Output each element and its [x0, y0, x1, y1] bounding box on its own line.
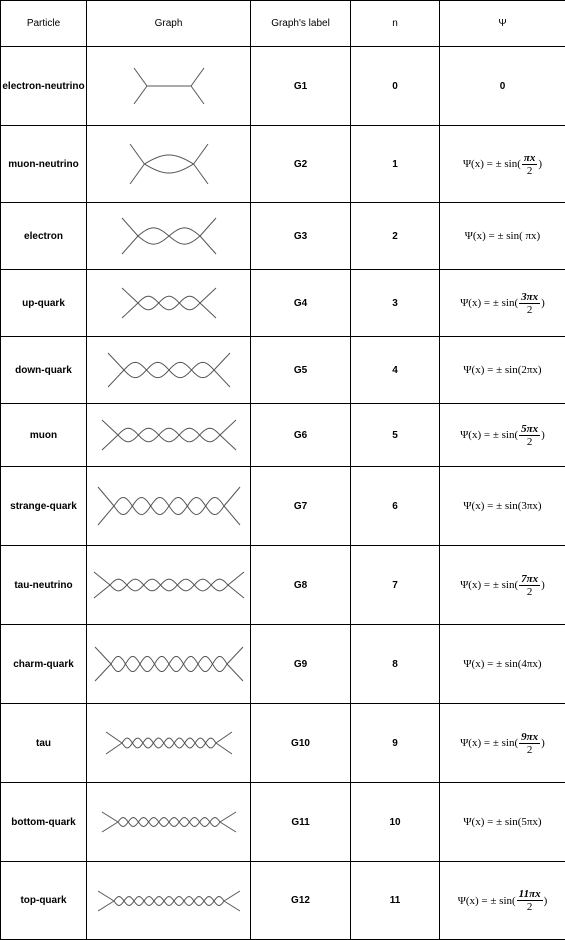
graph-leg — [102, 435, 118, 450]
graph-cell — [87, 546, 251, 625]
psi-numerator: 7πx — [519, 573, 540, 586]
psi-numerator: 3πx — [519, 291, 540, 304]
graph-wave-lower — [138, 228, 200, 244]
table-row — [1, 126, 565, 203]
graph-label-cell: G1 — [251, 47, 351, 126]
graph-leg — [95, 647, 111, 664]
graph-wave-lower — [124, 362, 214, 377]
psi-formula — [463, 658, 541, 670]
graph-leg — [191, 68, 204, 86]
graph-wave-upper — [110, 579, 228, 591]
graph-label-cell: G2 — [251, 126, 351, 203]
graph-label-cell: G10 — [251, 704, 351, 783]
table-row — [1, 862, 565, 940]
graph-wave-upper — [144, 155, 193, 164]
psi-formula — [463, 500, 541, 512]
psi-denominator: 2 — [527, 165, 533, 177]
graph-leg — [224, 487, 240, 506]
graph-leg — [98, 891, 114, 901]
psi-cell — [440, 203, 565, 270]
graph-leg — [214, 353, 230, 370]
graph-leg — [102, 420, 118, 435]
psi-formula — [460, 731, 545, 756]
n-cell: 9 — [351, 704, 440, 783]
n-cell: 10 — [351, 783, 440, 862]
psi-formula — [460, 291, 545, 316]
header-psi: Ψ — [440, 1, 565, 47]
graph-leg — [98, 506, 114, 525]
graph-leg — [216, 732, 232, 743]
graph-leg — [200, 288, 216, 303]
particle-cell: muon-neutrino — [1, 126, 87, 203]
particle-cell: muon — [1, 404, 87, 467]
graph-cell — [87, 126, 251, 203]
graph-wave-lower — [110, 579, 228, 591]
graph-cell — [87, 47, 251, 126]
graph-leg — [227, 647, 243, 664]
psi-text: Ψ(x) = ± sin(2πx) — [463, 364, 541, 376]
header-graph-label: Graph's label — [251, 1, 351, 47]
graph-leg — [134, 68, 147, 86]
particle-cell: charm-quark — [1, 625, 87, 704]
graph-cell — [87, 337, 251, 404]
graph-leg — [130, 144, 144, 164]
graph-label-cell: G4 — [251, 270, 351, 337]
psi-lhs: Ψ(x) = ± sin( — [460, 429, 518, 441]
psi-rhs: ) — [544, 895, 548, 907]
graph-leg — [106, 743, 122, 754]
table-row — [1, 270, 565, 337]
graph-leg — [122, 218, 138, 236]
graph-cell — [87, 783, 251, 862]
graph-leg — [216, 743, 232, 754]
particle-cell: up-quark — [1, 270, 87, 337]
particle-cell: top-quark — [1, 862, 87, 940]
table-row — [1, 625, 565, 704]
graph-leg — [108, 370, 124, 387]
graph-label-cell: G5 — [251, 337, 351, 404]
psi-text: 0 — [500, 81, 506, 92]
n-cell: 8 — [351, 625, 440, 704]
graph-leg — [102, 822, 118, 832]
psi-cell — [440, 47, 565, 126]
n-cell: 11 — [351, 862, 440, 940]
psi-numerator: πx — [522, 152, 538, 165]
graph-leg — [220, 822, 236, 832]
graph-wave-lower — [111, 656, 227, 671]
n-cell: 4 — [351, 337, 440, 404]
psi-rhs: ) — [538, 158, 542, 170]
psi-text: Ψ(x) = ± sin(5πx) — [463, 816, 541, 828]
psi-formula — [463, 364, 541, 376]
particle-cell: tau — [1, 704, 87, 783]
graph-leg — [122, 303, 138, 318]
graph-leg — [95, 664, 111, 681]
graph-wave-lower — [114, 497, 224, 514]
graph-wave-lower — [114, 896, 224, 905]
n-cell: 2 — [351, 203, 440, 270]
psi-rhs: ) — [541, 579, 545, 591]
psi-fraction — [519, 731, 540, 756]
table-row — [1, 337, 565, 404]
graph-leg — [122, 288, 138, 303]
psi-fraction — [522, 152, 538, 177]
graph-cell — [87, 625, 251, 704]
table-row — [1, 783, 565, 862]
psi-formula — [460, 423, 545, 448]
particle-cell: electron — [1, 203, 87, 270]
n-cell: 3 — [351, 270, 440, 337]
psi-denominator: 2 — [527, 901, 533, 913]
graph-leg — [224, 506, 240, 525]
graph-leg — [200, 236, 216, 254]
table-row — [1, 47, 565, 126]
psi-denominator: 2 — [527, 304, 533, 316]
psi-text: Ψ(x) = ± sin(3πx) — [463, 500, 541, 512]
psi-formula — [458, 888, 548, 913]
psi-cell — [440, 783, 565, 862]
psi-cell — [440, 126, 565, 203]
feynman-graph — [105, 730, 233, 756]
graph-leg — [94, 585, 110, 598]
psi-denominator: 2 — [527, 436, 533, 448]
header-n: n — [351, 1, 440, 47]
graph-leg — [94, 572, 110, 585]
psi-fraction — [517, 888, 543, 913]
psi-cell — [440, 337, 565, 404]
n-cell: 0 — [351, 47, 440, 126]
psi-fraction — [519, 291, 540, 316]
table-row — [1, 546, 565, 625]
psi-numerator: 11πx — [517, 888, 543, 901]
psi-denominator: 2 — [527, 586, 533, 598]
graph-cell — [87, 270, 251, 337]
header-particle: Particle — [1, 1, 87, 47]
psi-rhs: ) — [541, 297, 545, 309]
graph-leg — [108, 353, 124, 370]
psi-lhs: Ψ(x) = ± sin( — [458, 895, 516, 907]
graph-leg — [220, 420, 236, 435]
graph-label-cell: G12 — [251, 862, 351, 940]
graph-label-cell: G6 — [251, 404, 351, 467]
psi-formula — [460, 573, 545, 598]
psi-formula — [465, 230, 540, 242]
psi-rhs: ) — [541, 429, 545, 441]
graph-cell — [87, 862, 251, 940]
psi-numerator: 9πx — [519, 731, 540, 744]
psi-cell — [440, 404, 565, 467]
psi-fraction — [519, 423, 540, 448]
psi-cell — [440, 862, 565, 940]
psi-lhs: Ψ(x) = ± sin( — [460, 579, 518, 591]
psi-cell — [440, 270, 565, 337]
graph-leg — [122, 236, 138, 254]
table-body — [1, 47, 565, 940]
psi-cell — [440, 625, 565, 704]
graph-leg — [193, 144, 207, 164]
feynman-graph — [129, 142, 209, 186]
particle-cell: electron-neutrino — [1, 47, 87, 126]
graph-wave-lower — [138, 296, 200, 309]
graph-cell — [87, 404, 251, 467]
feynman-graph — [133, 66, 205, 106]
psi-cell — [440, 467, 565, 546]
graph-label-cell: G8 — [251, 546, 351, 625]
graph-leg — [102, 812, 118, 822]
psi-lhs: Ψ(x) = ± sin( — [463, 158, 521, 170]
graph-leg — [227, 664, 243, 681]
graph-wave-lower — [144, 164, 193, 173]
graph-cell — [87, 467, 251, 546]
psi-formula — [463, 152, 542, 177]
psi-lhs: Ψ(x) = ± sin( — [460, 297, 518, 309]
feynman-graph — [107, 351, 231, 389]
graph-leg — [214, 370, 230, 387]
n-cell: 5 — [351, 404, 440, 467]
graph-leg — [220, 435, 236, 450]
psi-cell — [440, 704, 565, 783]
graph-leg — [200, 218, 216, 236]
graph-leg — [228, 585, 244, 598]
psi-rhs: ) — [541, 737, 545, 749]
feynman-graph — [97, 889, 241, 913]
feynman-graph — [97, 485, 241, 527]
psi-lhs: Ψ(x) = ± sin( — [460, 737, 518, 749]
graph-leg — [193, 164, 207, 184]
feynman-graph — [121, 286, 217, 320]
feynman-graph — [94, 645, 244, 683]
graph-cell — [87, 203, 251, 270]
graph-wave-upper — [138, 296, 200, 309]
table-row — [1, 467, 565, 546]
graph-leg — [220, 812, 236, 822]
feynman-graph — [93, 570, 245, 600]
graph-leg — [224, 901, 240, 911]
graph-cell — [87, 704, 251, 783]
graph-leg — [98, 487, 114, 506]
psi-formula — [463, 816, 541, 828]
header-graph: Graph — [87, 1, 251, 47]
particle-cell: down-quark — [1, 337, 87, 404]
graph-leg — [106, 732, 122, 743]
graph-label-cell: G11 — [251, 783, 351, 862]
graph-wave-lower — [118, 818, 220, 827]
psi-cell — [440, 546, 565, 625]
header-row — [1, 1, 565, 47]
n-cell: 1 — [351, 126, 440, 203]
n-cell: 6 — [351, 467, 440, 546]
feynman-graph — [101, 418, 237, 452]
psi-text: Ψ(x) = ± sin(4πx) — [463, 658, 541, 670]
graph-leg — [191, 86, 204, 104]
graph-label-cell: G3 — [251, 203, 351, 270]
feynman-graph — [101, 810, 237, 834]
particle-cell: strange-quark — [1, 467, 87, 546]
graph-leg — [200, 303, 216, 318]
graph-leg — [228, 572, 244, 585]
n-cell: 7 — [351, 546, 440, 625]
table-row — [1, 704, 565, 783]
graph-label-cell: G7 — [251, 467, 351, 546]
graph-leg — [130, 164, 144, 184]
graph-wave-upper — [122, 738, 216, 748]
psi-fraction — [519, 573, 540, 598]
particle-cell: bottom-quark — [1, 783, 87, 862]
graph-label-cell: G9 — [251, 625, 351, 704]
psi-text: Ψ(x) = ± sin( πx) — [465, 230, 540, 242]
psi-numerator: 5πx — [519, 423, 540, 436]
graph-wave-lower — [122, 738, 216, 748]
graph-leg — [134, 86, 147, 104]
psi-formula — [500, 81, 506, 92]
psi-denominator: 2 — [527, 744, 533, 756]
graph-leg — [224, 891, 240, 901]
graph-wave-upper — [114, 896, 224, 905]
table-row — [1, 203, 565, 270]
graph-leg — [98, 901, 114, 911]
particle-cell: tau-neutrino — [1, 546, 87, 625]
feynman-graph — [121, 216, 217, 256]
table-row — [1, 404, 565, 467]
